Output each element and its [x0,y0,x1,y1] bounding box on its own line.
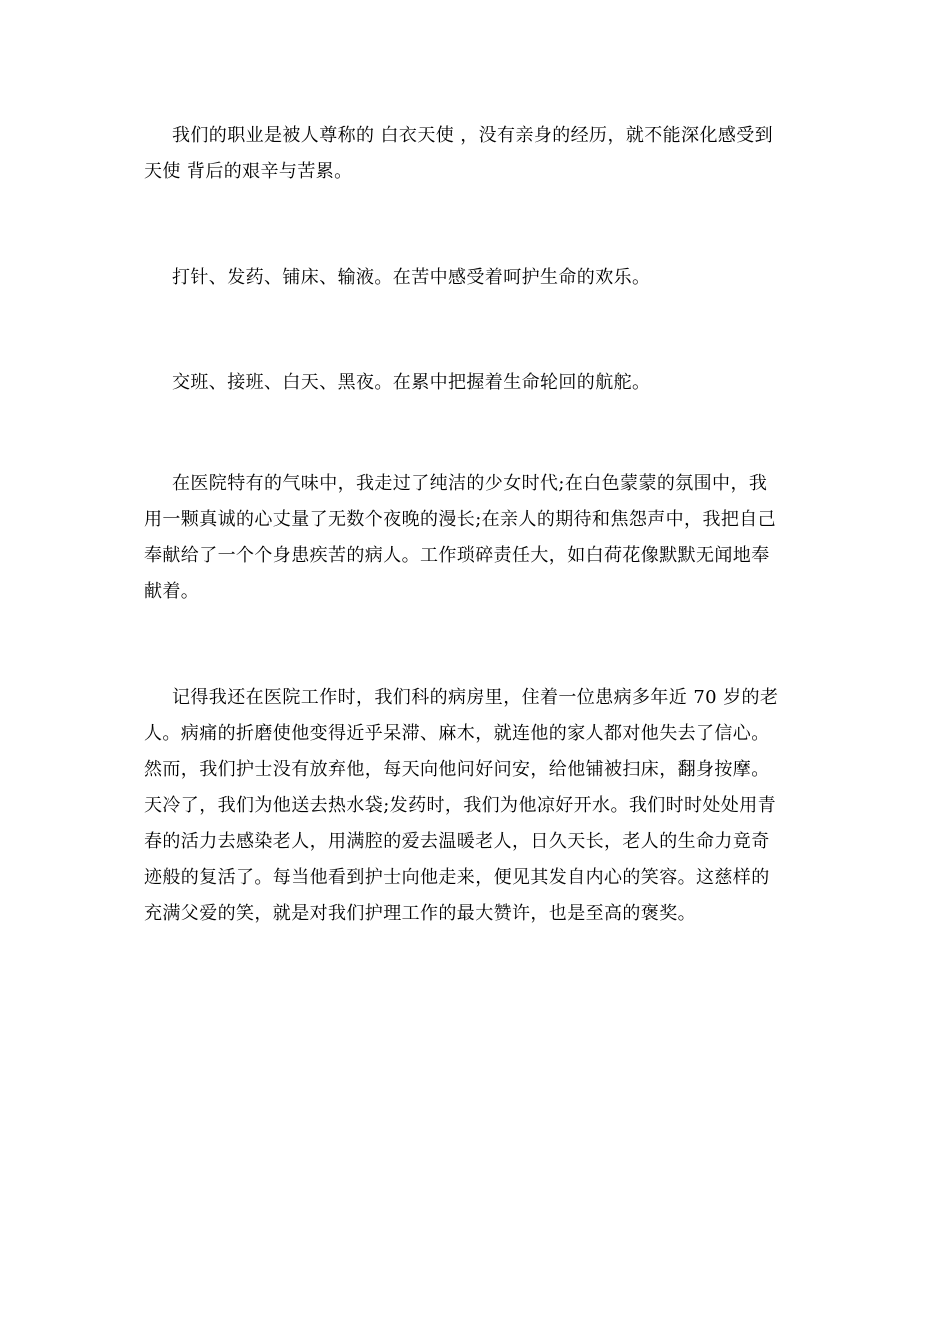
paragraph-line: 人。病痛的折磨使他变得近乎呆滞、麻木，就连他的家人都对他失去了信心。 [144,723,770,744]
paragraph-line: 春的活力去感染老人，用满腔的爱去温暖老人，日久天长，老人的生命力竟奇 [144,831,770,852]
paragraph-2 [144,260,806,296]
paragraph-line: 我们的职业是被人尊称的 白衣天使 ，没有亲身的经历，就不能深化感受到 [172,125,774,146]
paragraph-line: 天冷了，我们为他送去热水袋;发药时，我们为他凉好开水。我们时时处处用青 [144,795,777,816]
paragraph-line: 献着。 [144,581,200,602]
paragraph-line: 在医院特有的气味中，我走过了纯洁的少女时代;在白色蒙蒙的氛围中，我 [172,473,768,494]
paragraph-3 [144,365,806,401]
paragraph-line: 记得我还在医院工作时，我们科的病房里，住着一位患病多年近 70 岁的老 [172,687,779,708]
paragraph-line: 打针、发药、铺床、输液。在苦中感受着呵护生命的欢乐。 [172,267,651,288]
paragraph-4 [144,466,806,610]
paragraph-1 [144,118,806,190]
paragraph-line: 天使 背后的艰辛与苦累。 [144,161,353,182]
paragraph-line: 充满父爱的笑，就是对我们护理工作的最大赞许，也是至高的褒奖。 [144,903,696,924]
paragraph-line: 然而，我们护士没有放弃他，每天向他问好问安，给他铺被扫床，翻身按摩。 [144,759,770,780]
paragraph-line: 迹般的复活了。每当他看到护士向他走来，便见其发自内心的笑容。这慈样的 [144,867,770,888]
paragraph-line: 奉献给了一个个身患疾苦的病人。工作琐碎责任大，如白荷花像默默无闻地奉 [144,545,770,566]
paragraph-line: 用一颗真诚的心丈量了无数个夜晚的漫长;在亲人的期待和焦怨声中，我把自己 [144,509,777,530]
paragraph-line: 交班、接班、白天、黑夜。在累中把握着生命轮回的航舵。 [172,372,651,393]
paragraph-5 [144,680,806,932]
